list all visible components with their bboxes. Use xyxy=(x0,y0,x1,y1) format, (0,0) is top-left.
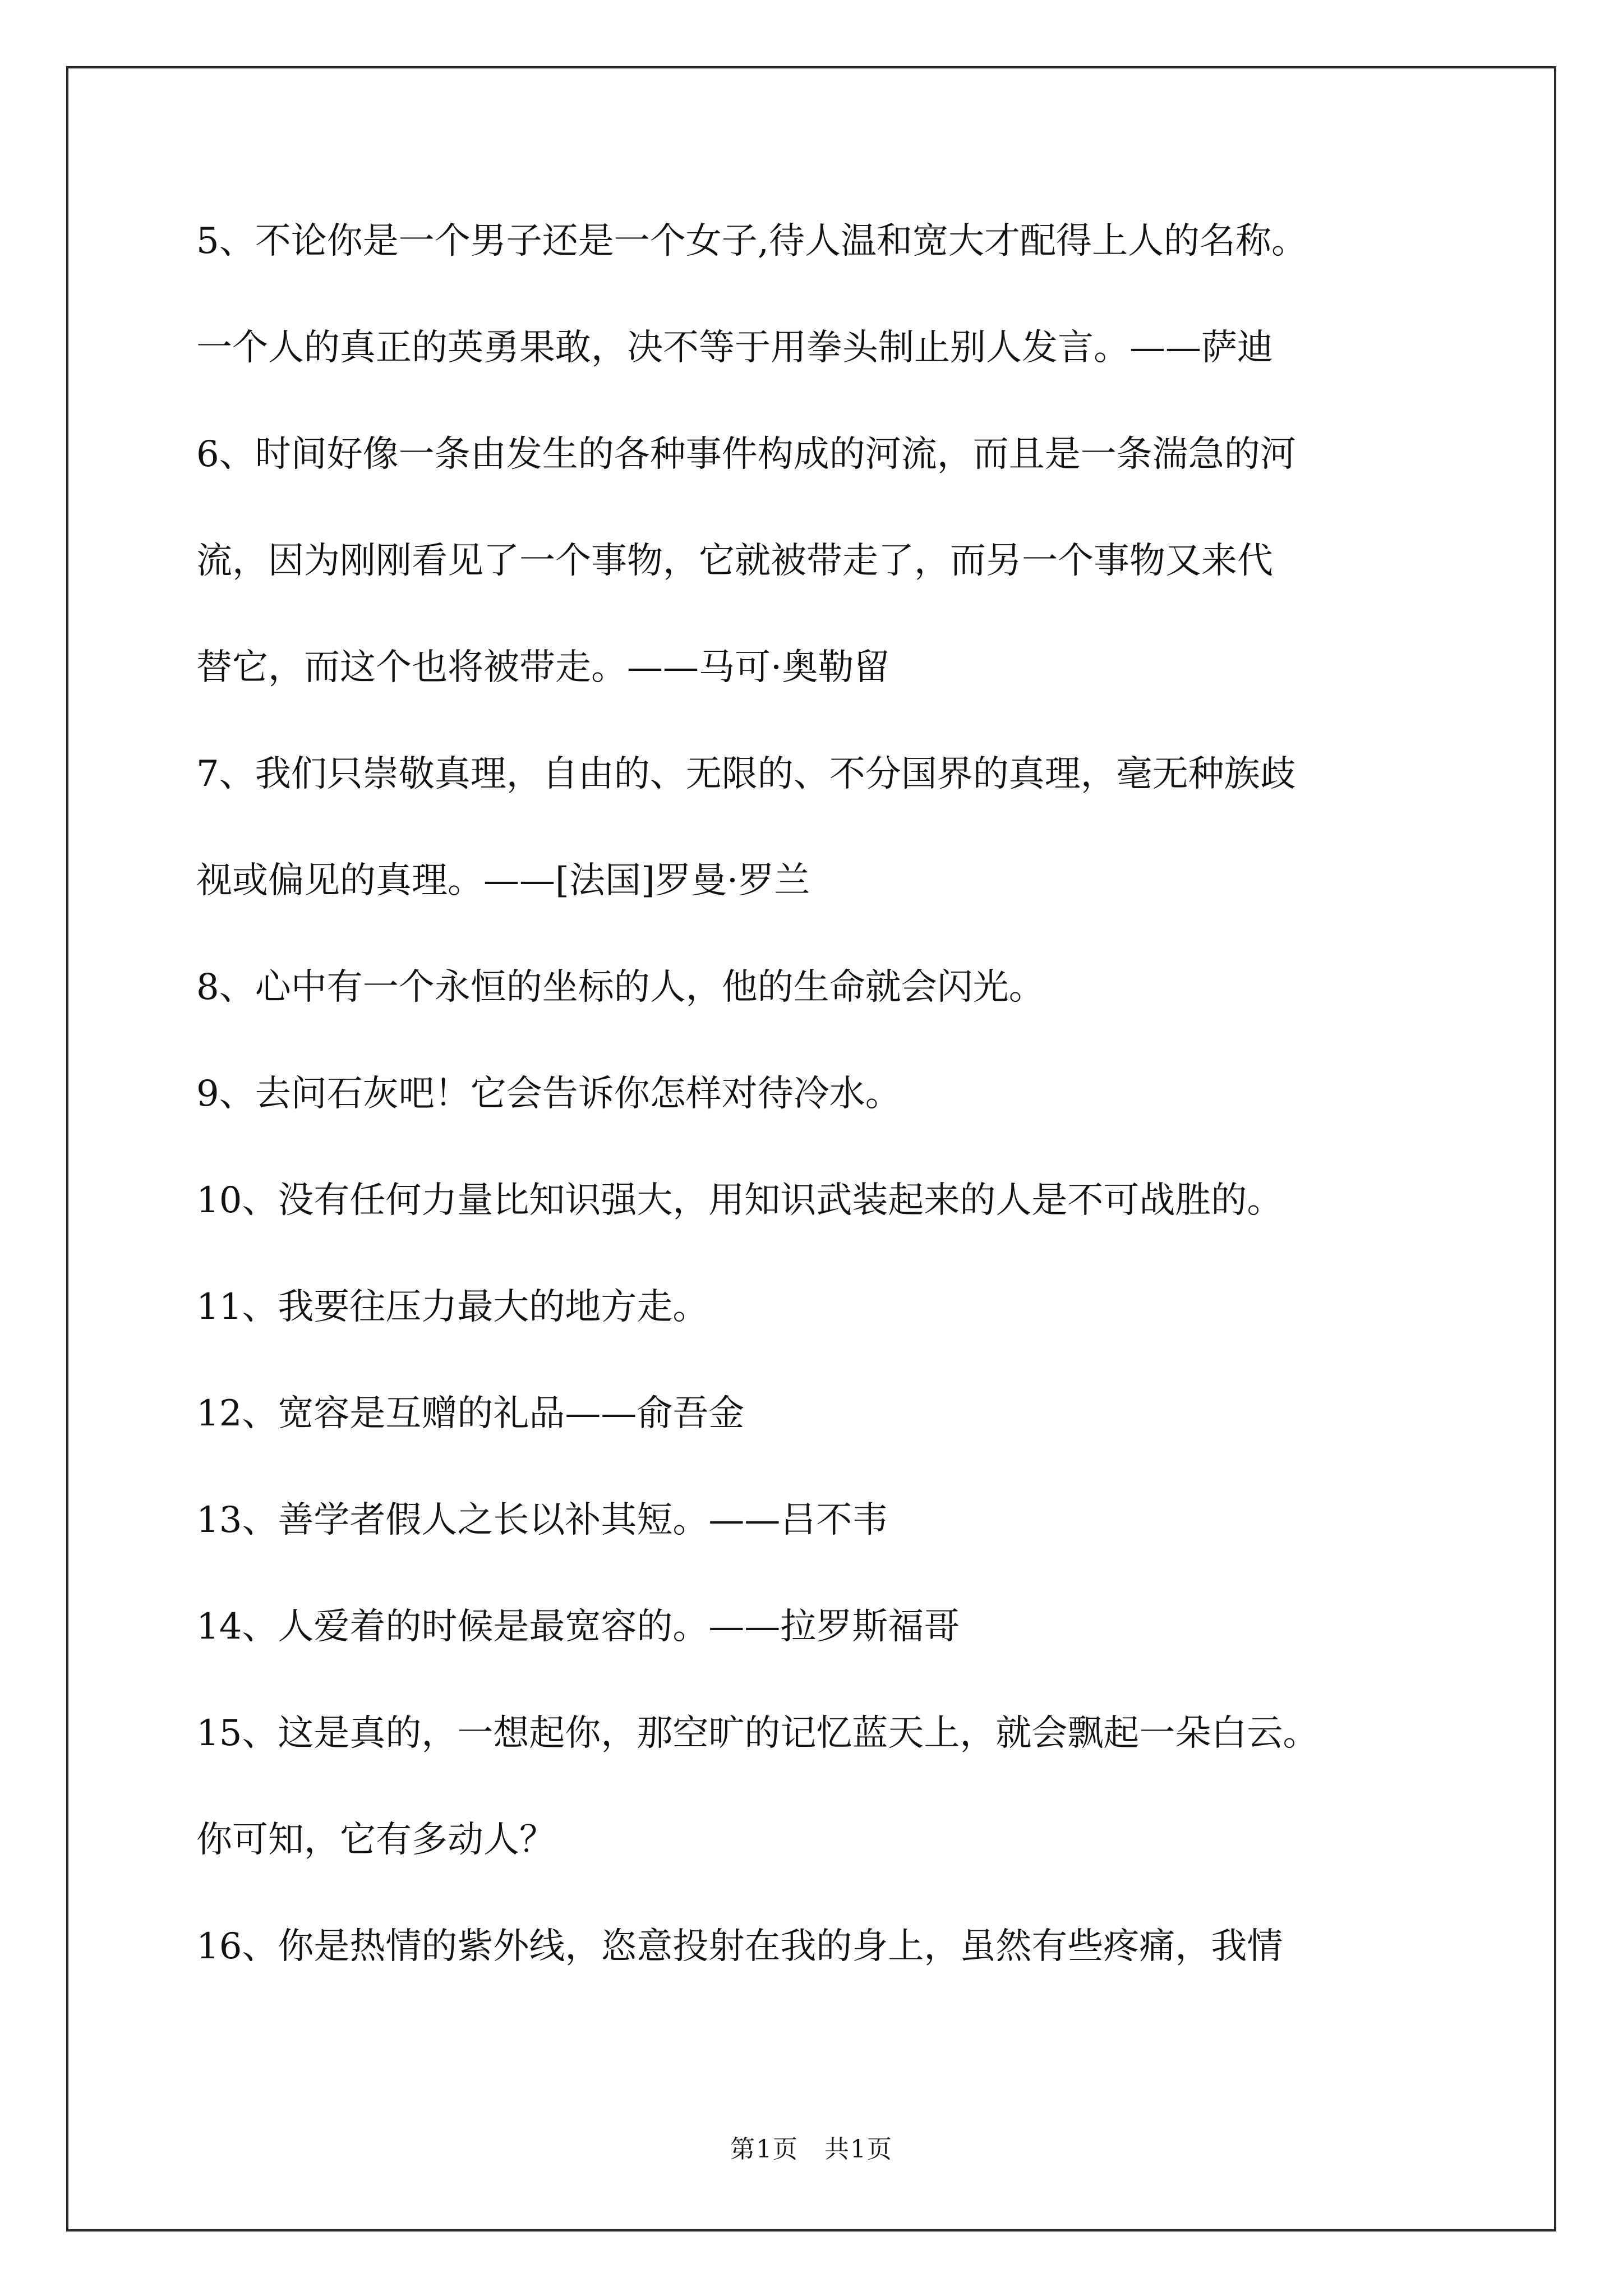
text-line: 替它，而这个也将被带走。——马可·奥勒留 xyxy=(196,647,890,688)
page-number-footer: 第1页 共1页 xyxy=(730,2135,893,2164)
text-line: 流，因为刚刚看见了一个事物，它就被带走了，而另一个事物又来代 xyxy=(196,540,1273,582)
text-line: 15、这是真的，一想起你，那空旷的记忆蓝天上，就会飘起一朵白云。 xyxy=(196,1713,1319,1754)
text-line: 一个人的真正的英勇果敢，决不等于用拳头制止别人发言。——萨迪 xyxy=(196,327,1273,369)
text-line: 11、我要往压力最大的地方走。 xyxy=(196,1286,709,1328)
text-line: 9、去问石灰吧！它会告诉你怎样对待冷水。 xyxy=(196,1073,901,1115)
text-line: 10、没有任何力量比知识强大，用知识武装起来的人是不可战胜的。 xyxy=(196,1180,1283,1221)
text-line: 13、善学者假人之长以补其短。——吕不韦 xyxy=(196,1499,888,1541)
text-line: 视或偏见的真理。——[法国]罗曼·罗兰 xyxy=(196,860,810,901)
text-line: 12、宽容是互赠的礼品——俞吾金 xyxy=(196,1393,745,1434)
document-body xyxy=(196,213,1447,2025)
text-line: 14、人爱着的时候是最宽容的。——拉罗斯福哥 xyxy=(196,1606,960,1648)
text-line: 5、不论你是一个男子还是一个女子,待人温和宽大才配得上人的名称。 xyxy=(196,220,1308,262)
text-line: 你可知，它有多动人？ xyxy=(196,1819,555,1861)
text-line: 6、时间好像一条由发生的各种事件构成的河流，而且是一条湍急的河 xyxy=(196,434,1296,475)
text-line: 7、我们只崇敬真理，自由的、无限的、不分国界的真理，毫无种族歧 xyxy=(196,753,1296,795)
text-line: 8、心中有一个永恒的坐标的人，他的生命就会闪光。 xyxy=(196,967,1045,1008)
text-line: 16、你是热情的紫外线，恣意投射在我的身上，虽然有些疼痛，我情 xyxy=(196,1926,1283,1967)
